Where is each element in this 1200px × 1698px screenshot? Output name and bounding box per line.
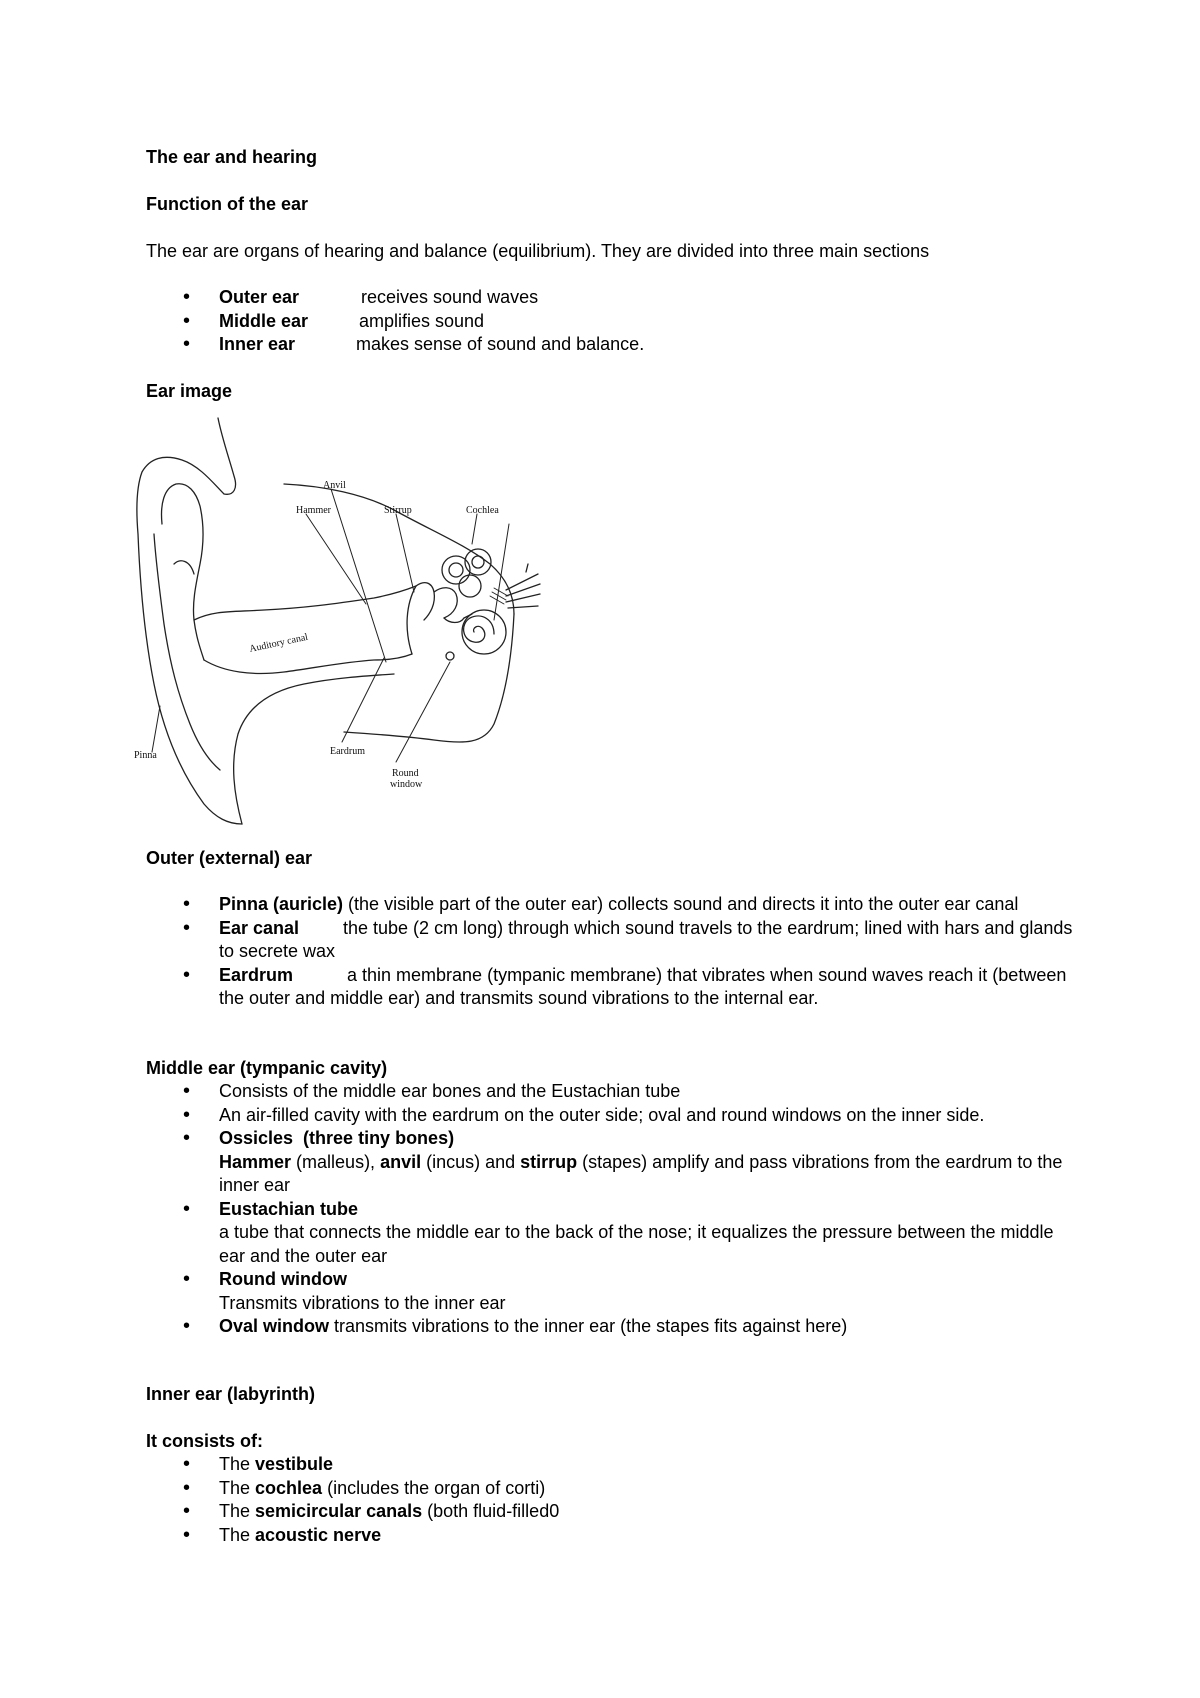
list-item xyxy=(146,1315,1076,1339)
list-item xyxy=(146,1500,1076,1524)
sections-list xyxy=(146,286,1076,357)
term-stirrup: stirrup xyxy=(520,1151,578,1172)
hammer-note: (malleus), xyxy=(291,1151,381,1172)
list-item xyxy=(146,286,1076,310)
term-semicircular-canals: semicircular canals xyxy=(255,1501,423,1521)
inner-pre: The xyxy=(219,1454,256,1474)
term-ear-canal: Ear canal xyxy=(219,917,300,938)
term-acoustic-nerve: acoustic nerve xyxy=(255,1524,382,1545)
label-round-window-1: Round xyxy=(392,768,419,779)
term-eardrum: Eardrum xyxy=(219,964,294,985)
label-anvil: Anvil xyxy=(323,480,346,491)
term-middle-ear: Middle ear xyxy=(219,310,309,331)
term-anvil: anvil xyxy=(380,1151,422,1172)
middle-ear-heading: Middle ear (tympanic cavity) xyxy=(146,1058,388,1078)
term-cochlea: cochlea xyxy=(255,1477,323,1498)
ossicles-heading: • Ossicles (three tiny bones) xyxy=(219,1128,455,1148)
term-vestibule: vestibule xyxy=(255,1454,334,1474)
desc-inner-ear: makes sense of sound and balance. xyxy=(356,334,645,354)
eustachian-desc: a tube that connects the middle ear to the back of the nose; it equalizes the pressure between the middle ear and the outer ear xyxy=(219,1222,1054,1266)
list-item xyxy=(146,1104,1076,1128)
list-item xyxy=(146,1268,1076,1315)
outer-ear-list xyxy=(146,893,1076,1011)
list-item xyxy=(146,1524,1076,1548)
label-hammer: Hammer xyxy=(296,505,331,516)
desc-middle-ear: amplifies sound xyxy=(359,310,485,331)
ossicles-desc: (stapes) amplify and pass vibrations from the eardrum to the inner ear xyxy=(219,1151,1063,1195)
ear-diagram xyxy=(134,414,546,826)
list-item xyxy=(146,917,1076,964)
label-cochlea: Cochlea xyxy=(466,505,499,516)
label-pinna: Pinna xyxy=(134,750,157,761)
label-round-window-2: window xyxy=(390,779,423,790)
list-item xyxy=(146,333,1076,357)
label-stirrup: Stirrup xyxy=(384,505,412,516)
desc-pinna: (the visible part of the outer ear) collects sound and directs it into the outer ear canal xyxy=(348,894,1019,914)
term-oval-window: Oval window xyxy=(219,1316,330,1336)
middle-item-2: An air-filled cavity with the eardrum on the outer side; oval and round windows on the inner side. xyxy=(219,1104,985,1125)
function-intro: The ear are organs of hearing and balance (equilibrium). They are divided into three main sections xyxy=(146,241,930,261)
middle-ear-list xyxy=(146,1080,1076,1339)
ear-diagram-svg xyxy=(134,414,546,826)
function-heading: Function of the ear xyxy=(146,194,308,214)
list-item xyxy=(146,1453,1076,1477)
outer-ear-heading: Outer (external) ear xyxy=(146,848,313,868)
list-item xyxy=(146,964,1076,1011)
round-window-heading: • Round window xyxy=(219,1269,347,1289)
inner-pre: The xyxy=(219,1501,256,1521)
term-inner-ear: Inner ear xyxy=(219,334,296,354)
list-item xyxy=(146,310,1076,334)
inner-consists-heading: It consists of: xyxy=(146,1431,264,1451)
list-item xyxy=(146,1198,1076,1269)
desc-ear-canal: the tube (2 cm long) through which sound travels to the eardrum; lined with hars and glands to secrete wax xyxy=(219,917,1073,961)
list-item xyxy=(146,1127,1076,1198)
middle-item-1: Consists of the middle ear bones and the Eustachian tube xyxy=(219,1081,681,1101)
inner-post: (includes the organ of corti) xyxy=(322,1477,546,1498)
round-window-desc: Transmits vibrations to the inner ear xyxy=(219,1292,506,1313)
oval-window-desc: transmits vibrations to the inner ear (the stapes fits against here) xyxy=(334,1316,848,1336)
list-item xyxy=(146,1477,1076,1501)
list-item xyxy=(146,1080,1076,1104)
ear-image-heading: Ear image xyxy=(146,381,233,401)
term-outer-ear: Outer ear xyxy=(219,287,300,307)
inner-ear-heading: Inner ear (labyrinth) xyxy=(146,1384,316,1404)
desc-outer-ear: receives sound waves xyxy=(361,287,539,307)
list-item xyxy=(146,893,1076,917)
label-auditory-canal: Auditory canal xyxy=(248,631,310,655)
desc-eardrum: a thin membrane (tympanic membrane) that vibrates when sound waves reach it (between the outer and middle ear) and transmits sound vibrations to the internal ear. xyxy=(219,964,1067,1008)
label-eardrum: Eardrum xyxy=(330,746,365,757)
eustachian-heading: • Eustachian tube xyxy=(219,1198,359,1219)
document-title: The ear and hearing xyxy=(146,147,318,167)
term-pinna: Pinna (auricle) xyxy=(219,894,344,914)
inner-post: (both fluid-filled0 xyxy=(422,1501,560,1521)
inner-pre: The xyxy=(219,1477,256,1498)
inner-ear-list xyxy=(146,1453,1076,1547)
anvil-note: (incus) and xyxy=(421,1151,521,1172)
term-hammer: Hammer xyxy=(219,1151,292,1172)
inner-pre: The xyxy=(219,1524,256,1545)
